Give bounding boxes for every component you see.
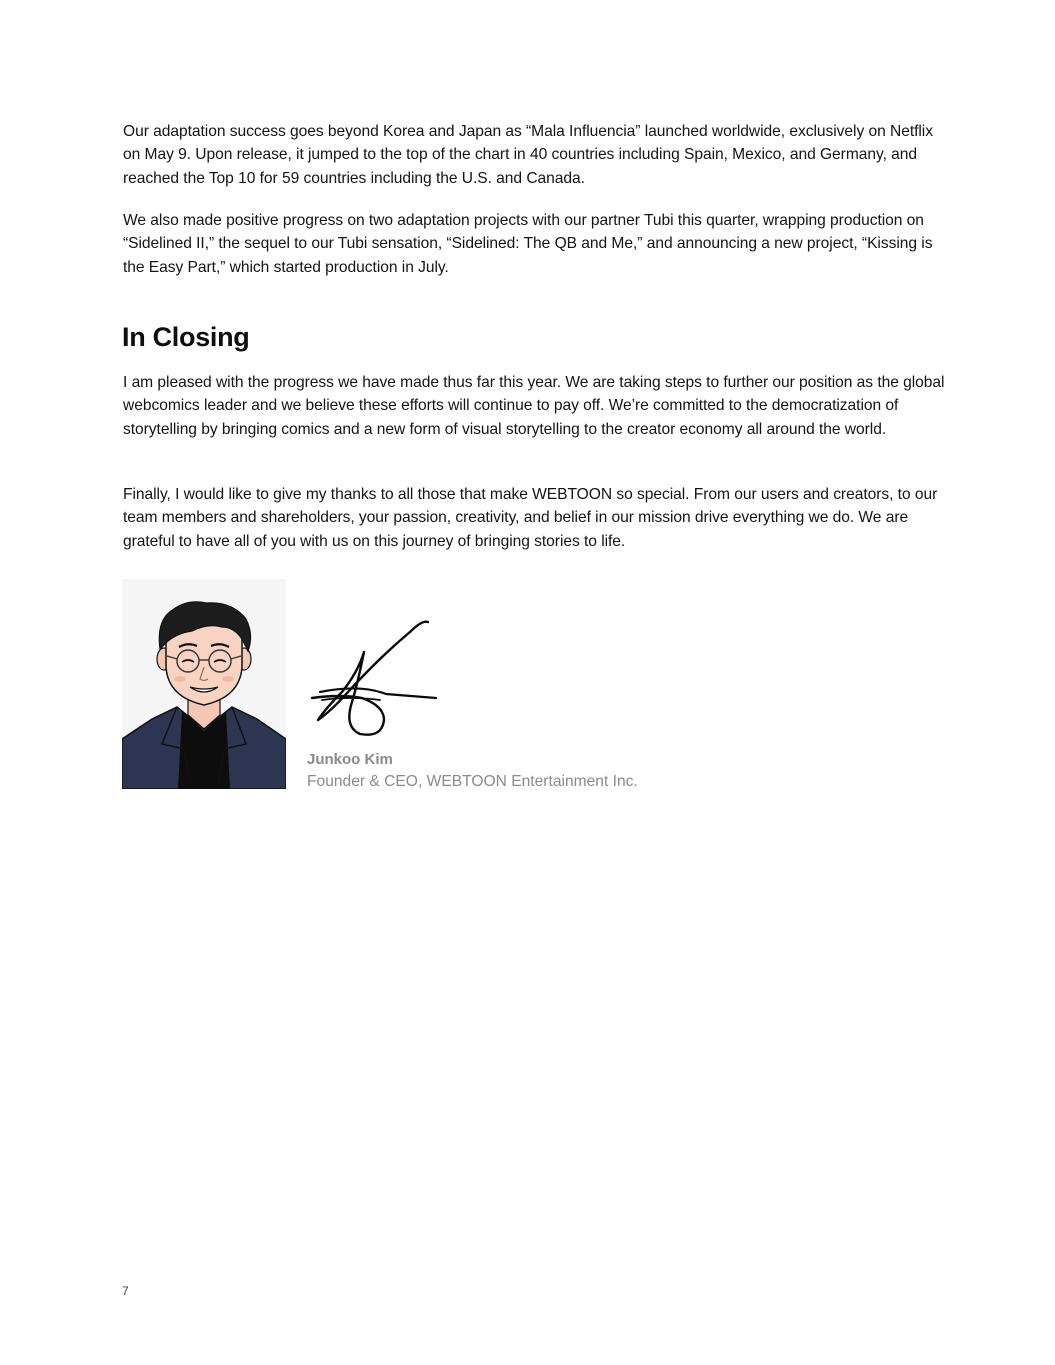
signer-name: Junkoo Kim (307, 751, 393, 768)
ceo-signature (300, 612, 450, 747)
page-number: 7 (122, 1284, 129, 1298)
tubi-progress-paragraph: We also made positive progress on two adaptation projects with our partner Tubi this quarter, wrapping production on “Sidelined II,” the sequel to our Tubi sensation, “Sidelined: The QB and Me,” and announcing a new project, “Kissing is the Easy Part,” which started production in July. (123, 212, 933, 276)
closing-paragraph-2: Finally, I would like to give my thanks to all those that make WEBTOON so special. From our users and creators, to our team members and shareholders, your passion, creativity, and belief in our mission drive everything we do. We are grateful to have all of you with us on this journey of bringing stories to life. (123, 486, 938, 550)
ceo-portrait-illustration (122, 579, 286, 789)
closing-paragraph-1: I am pleased with the progress we have made thus far this year. We are taking steps to further our position as the global webcomics leader and we believe these efforts will continue to pay off. We’re committed to the democratization of storytelling by bringing comics and a new form of visual storytelling to the creator economy all around the world. (123, 374, 945, 438)
closing-heading: In Closing (122, 322, 250, 352)
adaptation-success-paragraph: Our adaptation success goes beyond Korea and Japan as “Mala Influencia” launched worldwide, exclusively on Netflix on May 9. Upon release, it jumped to the top of the chart in 40 countries including Spain, Mexico, and Germany, and reached the Top 10 for 59 countries including the U.S. and Canada. (123, 123, 933, 187)
signer-title: Founder & CEO, WEBTOON Entertainment Inc. (307, 773, 638, 790)
